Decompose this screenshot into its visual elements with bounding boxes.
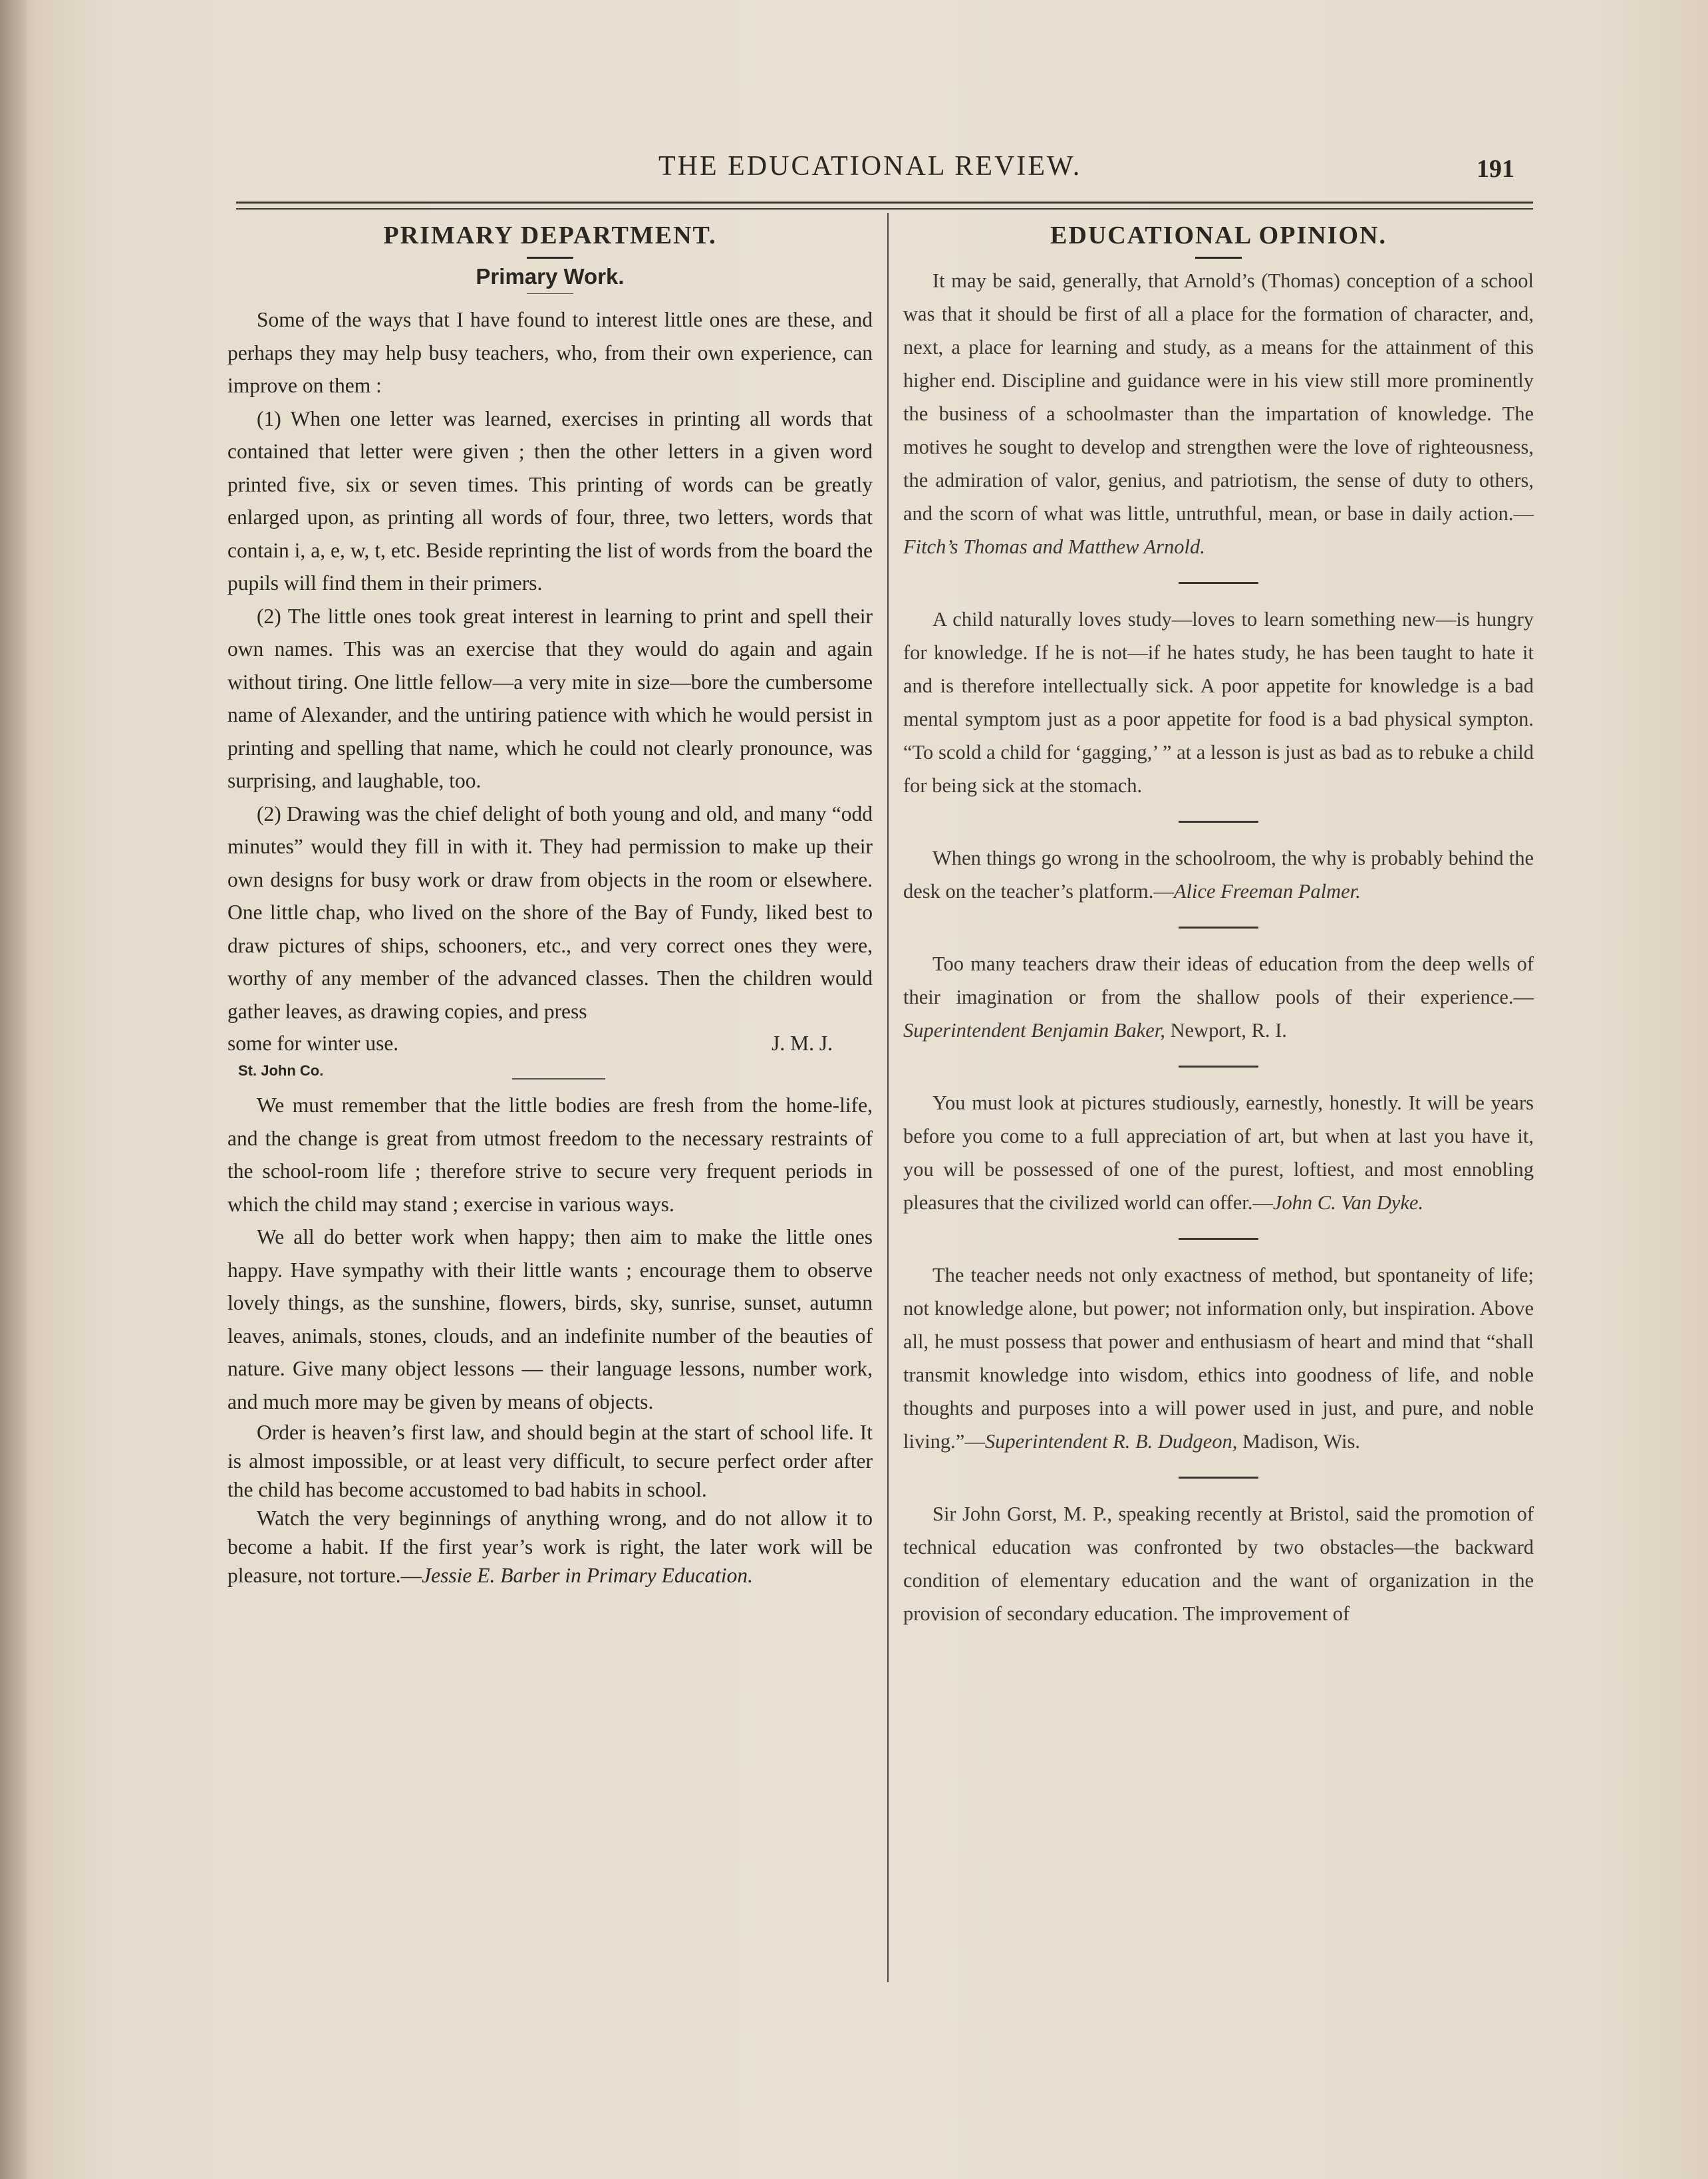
attribution: Jessie E. Barber in Primary Education. (422, 1564, 753, 1587)
title-rule (527, 293, 573, 294)
opinion-text: You must look at pictures studiously, earnestly, honestly. It will be years before you come to a full appreciation of art, but when at last you have it, you will be possessed of one of the purest, loftiest, and most ennobling pleasures that the civilized world can offer.— (903, 1091, 1534, 1214)
opinion-text: When things go wrong in the schoolroom, the why is probably behind the desk on the teacher’s platform.— (903, 847, 1534, 903)
author-initials: J. M. J. (772, 1032, 833, 1055)
separator-rule (1179, 927, 1258, 929)
left-column (227, 213, 873, 1590)
opinion-item (903, 1497, 1534, 1630)
attribution: Alice Freeman Palmer. (1173, 880, 1361, 903)
opinion-text: A child naturally loves study—loves to learn something new—is hungry for knowledge. If he is not—if he hates study, he has been taught to hate it and is therefore intellectually sick. A poor appetite for knowledge is a bad mental symptom just as a poor appetite for food is a bad physical sympton. “To scold a child for ‘gagging,’ ” at a lesson is just as bad as to rebuke a child for being sick at the stomach. (903, 608, 1534, 797)
signature-line (227, 1028, 873, 1060)
opinion-text: It may be said, generally, that Arnold’s (Thomas) conception of a school was that it should be first of all a place for the formation of character, and, next, a place for learning and study, as a means for the attainment of this higher end. Discipline and guidance were in his view still more prominently the business of a schoolmaster than the impartation of knowledge. The motives he sought to develop and strengthen were the love of righteousness, the admiration of valor, genius, and patriotism, the sense of duty to others, and the scorn of what was little, untruthful, mean, or base in daily action.— (903, 269, 1534, 525)
article-title: Primary Work. (476, 264, 625, 289)
opinion-item (903, 1258, 1534, 1458)
paragraph: (2) Drawing was the chief delight of both young and old, and many “odd minutes” would they fill in with it. They had permission to make up their own designs for busy work or draw from objects in the room or elsewhere. One little chap, who lived on the shore of the Bay of Fundy, liked best to draw pictures of ships, schooners, etc., and very correct ones they were, worthy of any member of the advanced classes. Then the children would gather leaves, as drawing copies, and press (227, 801, 873, 1023)
paragraph: (2) The little ones took great interest in learning to print and spell their own names. This was an exercise that they would do again and again without tiring. One little fellow—a very mite in size—bore the cumbersome name of Alexander, and the untiring patience with which he would persist in printing and spelling that name, which he could not clearly pronounce, was surprising, and laughable, too. (227, 604, 873, 792)
closing-text: some for winter use. (227, 1032, 399, 1055)
column-divider (887, 213, 889, 1982)
separator-rule (1179, 582, 1258, 584)
separator-rule (1179, 1066, 1258, 1068)
separator-rule (1179, 821, 1258, 823)
place-name: St. John Co. (238, 1062, 324, 1079)
heading-rule (1195, 257, 1242, 259)
right-column (903, 213, 1534, 1630)
paragraph-with-attribution (227, 1504, 873, 1590)
department-heading: PRIMARY DEPARTMENT. (383, 221, 717, 249)
department-heading: EDUCATIONAL OPINION. (1050, 221, 1387, 249)
opinion-text: Too many teachers draw their ideas of education from the deep wells of their imagination or from the shallow pools of their experience.— (903, 952, 1534, 1008)
separator-rule (1179, 1477, 1258, 1479)
paragraph: Order is heaven’s first law, and should begin at the start of school life. It is almost impossible, or at least very difficult, to secure perfect order after the child has become accustomed to bad habits in school. (227, 1421, 873, 1501)
page-number: 191 (1477, 155, 1514, 183)
attribution: Fitch’s Thomas and Matthew Arnold. (903, 535, 1205, 558)
opinion-item (903, 603, 1534, 802)
opinion-item (903, 264, 1534, 563)
running-head: THE EDUCATIONAL REVIEW. (658, 151, 1082, 182)
paragraph: Some of the ways that I have found to interest little ones are these, and perhaps they may help busy teachers, who, from their own experience, can improve on them : (227, 308, 873, 397)
opinion-text: Sir John Gorst, M. P., speaking recently at Bristol, said the promotion of technical education was confronted by two obstacles—the backward condition of elementary education and the want of organization in the provision of secondary education. The improvement of (903, 1503, 1534, 1625)
attribution-place: Madison, Wis. (1237, 1430, 1360, 1453)
header-rule (236, 202, 1533, 204)
paragraph: (1) When one letter was learned, exercises in printing all words that contained that letter were given ; then the other letters in a given word printed five, six or seven times. This printing of words can be greatly enlarged upon, as printing all words of four, three, two letters, words that contain i, a, e, w, t, etc. Beside reprinting the list of words from the board the pupils will find them in their primers. (227, 406, 873, 595)
section-rule (512, 1078, 605, 1080)
attribution: John C. Van Dyke. (1272, 1191, 1424, 1214)
opinion-item (903, 947, 1534, 1047)
paragraph: We all do better work when happy; then aim to make the little ones happy. Have sympathy with their little wants ; encourage them to observe lovely things, as the sunshine, flowers, birds, sky, sunrise, sunset, autumn leaves, animals, stones, clouds, and an indefinite number of the beauties of nature. Give many object lessons — their language lessons, number work, and much more may be given by means of objects. (227, 1225, 873, 1413)
opinion-text: The teacher needs not only exactness of method, but spontaneity of life; not knowledge alone, but power; not information only, but inspiration. Above all, he must possess that power and enthusiasm of heart and mind that “shall transmit knowledge into wisdom, ethics into goodness of life, and noble thoughts and purposes into a will power used in just, and pure, and noble living.”— (903, 1264, 1534, 1453)
book-spine-shadow (0, 0, 27, 2179)
separator-rule (1179, 1238, 1258, 1240)
opinion-item (903, 841, 1534, 908)
header-rule-double (236, 208, 1533, 210)
paragraph-text: Watch the very beginnings of anything wrong, and do not allow it to become a habit. If the first year’s work is right, the later work will be pleasure, not torture.— (227, 1507, 873, 1587)
dense-paragraphs (227, 1418, 873, 1590)
paragraph: We must remember that the little bodies are fresh from the home-life, and the change is great from utmost freedom to the necessary restraints of the school-room life ; therefore strive to secure very frequent periods in which the child may stand ; exercise in various ways. (227, 1093, 873, 1216)
attribution: Superintendent Benjamin Baker, (903, 1019, 1165, 1042)
opinion-item (903, 1086, 1534, 1219)
attribution-place: Newport, R. I. (1165, 1019, 1287, 1042)
heading-rule (527, 257, 573, 259)
attribution: Superintendent R. B. Dudgeon, (984, 1430, 1238, 1453)
